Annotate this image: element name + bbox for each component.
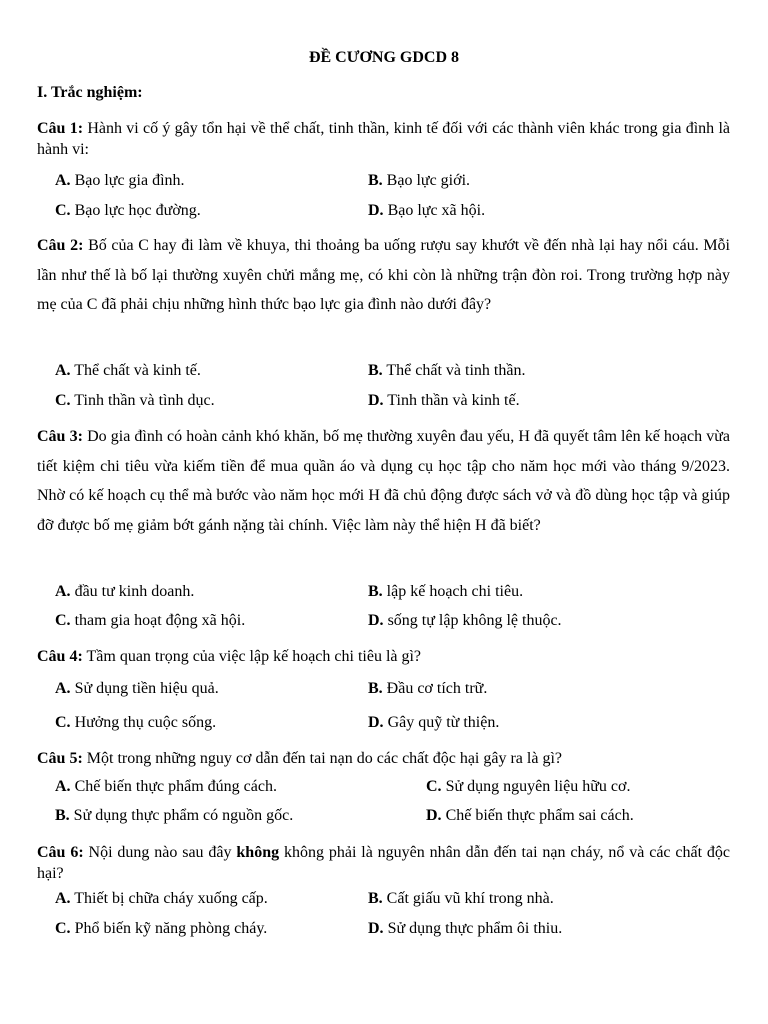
option-text: sống tự lập không lệ thuộc. (387, 612, 562, 629)
option-letter: D. (368, 612, 384, 629)
option-letter: A. (55, 890, 71, 907)
option-text: Bạo lực xã hội. (387, 202, 486, 219)
option-letter: C. (55, 714, 71, 731)
option-5b[interactable] (55, 807, 293, 825)
question-text: Một trong những nguy cơ dẫn đến tai nạn do các chất độc hại gây ra là gì? (86, 750, 562, 767)
option-letter: D. (426, 807, 442, 824)
question-text: Hành vi cố ý gây tổn hại về thể chất, tinh thần, kinh tế đối với các thành viên khác trong gia đình là hành vi: (37, 120, 731, 158)
option-1c[interactable] (55, 202, 201, 220)
question-label: Câu 4: (37, 648, 83, 665)
option-letter: D. (368, 202, 384, 219)
option-letter: D. (368, 714, 384, 731)
option-letter: C. (55, 202, 71, 219)
option-4d[interactable] (368, 714, 499, 732)
option-6d[interactable] (368, 920, 562, 938)
question-text-post: không phải là nguyên nhân dẫn đến tai nạn cháy, nổ và các chất độc hại? (37, 844, 731, 882)
option-letter: B. (55, 807, 70, 824)
option-text: Gây quỹ từ thiện. (387, 714, 500, 731)
option-text: Hưởng thụ cuộc sống. (74, 714, 217, 731)
option-text: Phổ biến kỹ năng phòng cháy. (74, 920, 268, 937)
option-text: đầu tư kinh doanh. (74, 583, 195, 600)
option-text: Sử dụng thực phẩm ôi thiu. (387, 920, 563, 937)
option-text: Sử dụng tiền hiệu quả. (74, 680, 219, 697)
option-letter: B. (368, 362, 383, 379)
option-text: Cất giấu vũ khí trong nhà. (386, 890, 554, 907)
option-6c[interactable] (55, 920, 267, 938)
question-1 (37, 118, 730, 160)
option-letter: A. (55, 172, 71, 189)
option-letter: C. (426, 778, 442, 795)
question-text: Tầm quan trọng của việc lập kế hoạch chi tiêu là gì? (86, 648, 422, 665)
question-text-pre: Nội dung nào sau đây (88, 844, 237, 861)
option-text: Bạo lực gia đình. (74, 172, 185, 189)
option-2c[interactable] (55, 392, 215, 410)
option-letter: C. (55, 392, 71, 409)
option-4b[interactable] (368, 680, 487, 698)
question-text: Do gia đình có hoàn cảnh khó khăn, bố mẹ thường xuyên đau yếu, H đã quyết tâm lên kế hoạch vừa tiết kiệm chi tiêu vừa kiếm tiền để mua quần áo và dụng cụ học tập cho năm học mới vào tháng 9/2023. Nhờ có kế hoạch cụ thể mà bước vào năm học mới H đã chủ động được sách vở và đồ dùng học tập và giúp đỡ được bố mẹ giảm bớt gánh nặng tài chính. Việc làm này thể hiện H đã biết? (37, 428, 731, 534)
option-letter: B. (368, 890, 383, 907)
question-4 (37, 646, 730, 667)
option-4a[interactable] (55, 680, 219, 698)
option-1b[interactable] (368, 172, 470, 190)
option-3a[interactable] (55, 583, 194, 601)
option-2b[interactable] (368, 362, 525, 380)
option-3b[interactable] (368, 583, 523, 601)
option-text: Tinh thần và tình dục. (74, 392, 215, 409)
question-label: Câu 2: (37, 237, 84, 254)
option-letter: A. (55, 778, 71, 795)
option-5d[interactable] (426, 807, 634, 825)
option-5a[interactable] (55, 778, 277, 796)
option-letter: C. (55, 920, 71, 937)
option-letter: B. (368, 583, 383, 600)
option-2d[interactable] (368, 392, 520, 410)
option-letter: B. (368, 172, 383, 189)
option-letter: D. (368, 392, 384, 409)
option-text: Thể chất và kinh tế. (74, 362, 201, 379)
option-letter: A. (55, 680, 71, 697)
option-6a[interactable] (55, 890, 268, 908)
option-5c[interactable] (426, 778, 630, 796)
question-3 (37, 422, 730, 540)
question-label: Câu 6: (37, 844, 84, 861)
option-text: lập kế hoạch chi tiêu. (386, 583, 524, 600)
option-6b[interactable] (368, 890, 554, 908)
question-label: Câu 1: (37, 120, 84, 137)
question-text: Bố của C hay đi làm về khuya, thi thoảng ba uống rượu say khướt về đến nhà lại hay nổi cáu. Mỗi lần như thế là bố lại thường xuyên chửi mắng mẹ, có khi còn là những trận đòn roi. Trong trường hợp này mẹ của C đã phải chịu những hình thức bạo lực gia đình nào dưới đây? (37, 237, 730, 313)
option-3d[interactable] (368, 612, 562, 630)
document-title: ĐỀ CƯƠNG GDCD 8 (308, 49, 460, 66)
option-text: Sử dụng nguyên liệu hữu cơ. (445, 778, 631, 795)
option-3c[interactable] (55, 612, 245, 630)
option-letter: A. (55, 583, 71, 600)
option-text: Chế biến thực phẩm sai cách. (445, 807, 634, 824)
option-text: Tinh thần và kinh tế. (387, 392, 520, 409)
option-text: Thể chất và tinh thần. (386, 362, 526, 379)
question-5 (37, 748, 730, 769)
option-letter: D. (368, 920, 384, 937)
option-text: Chế biến thực phẩm đúng cách. (74, 778, 277, 795)
section-heading: I. Trắc nghiệm: (37, 84, 143, 101)
question-6 (37, 842, 730, 884)
option-text: Đầu cơ tích trữ. (386, 680, 488, 697)
question-label: Câu 3: (37, 428, 83, 445)
question-label: Câu 5: (37, 750, 83, 767)
option-text: Bạo lực giới. (386, 172, 471, 189)
option-letter: A. (55, 362, 71, 379)
option-text: Thiết bị chữa cháy xuống cấp. (74, 890, 268, 907)
option-text: tham gia hoạt động xã hội. (74, 612, 246, 629)
option-letter: C. (55, 612, 71, 629)
option-text: Sử dụng thực phẩm có nguồn gốc. (73, 807, 294, 824)
option-2a[interactable] (55, 362, 201, 380)
option-4c[interactable] (55, 714, 216, 732)
option-letter: B. (368, 680, 383, 697)
option-1d[interactable] (368, 202, 485, 220)
option-text: Bạo lực học đường. (74, 202, 201, 219)
option-1a[interactable] (55, 172, 185, 190)
question-text-emphasis: không (236, 844, 280, 861)
question-2 (37, 231, 730, 320)
